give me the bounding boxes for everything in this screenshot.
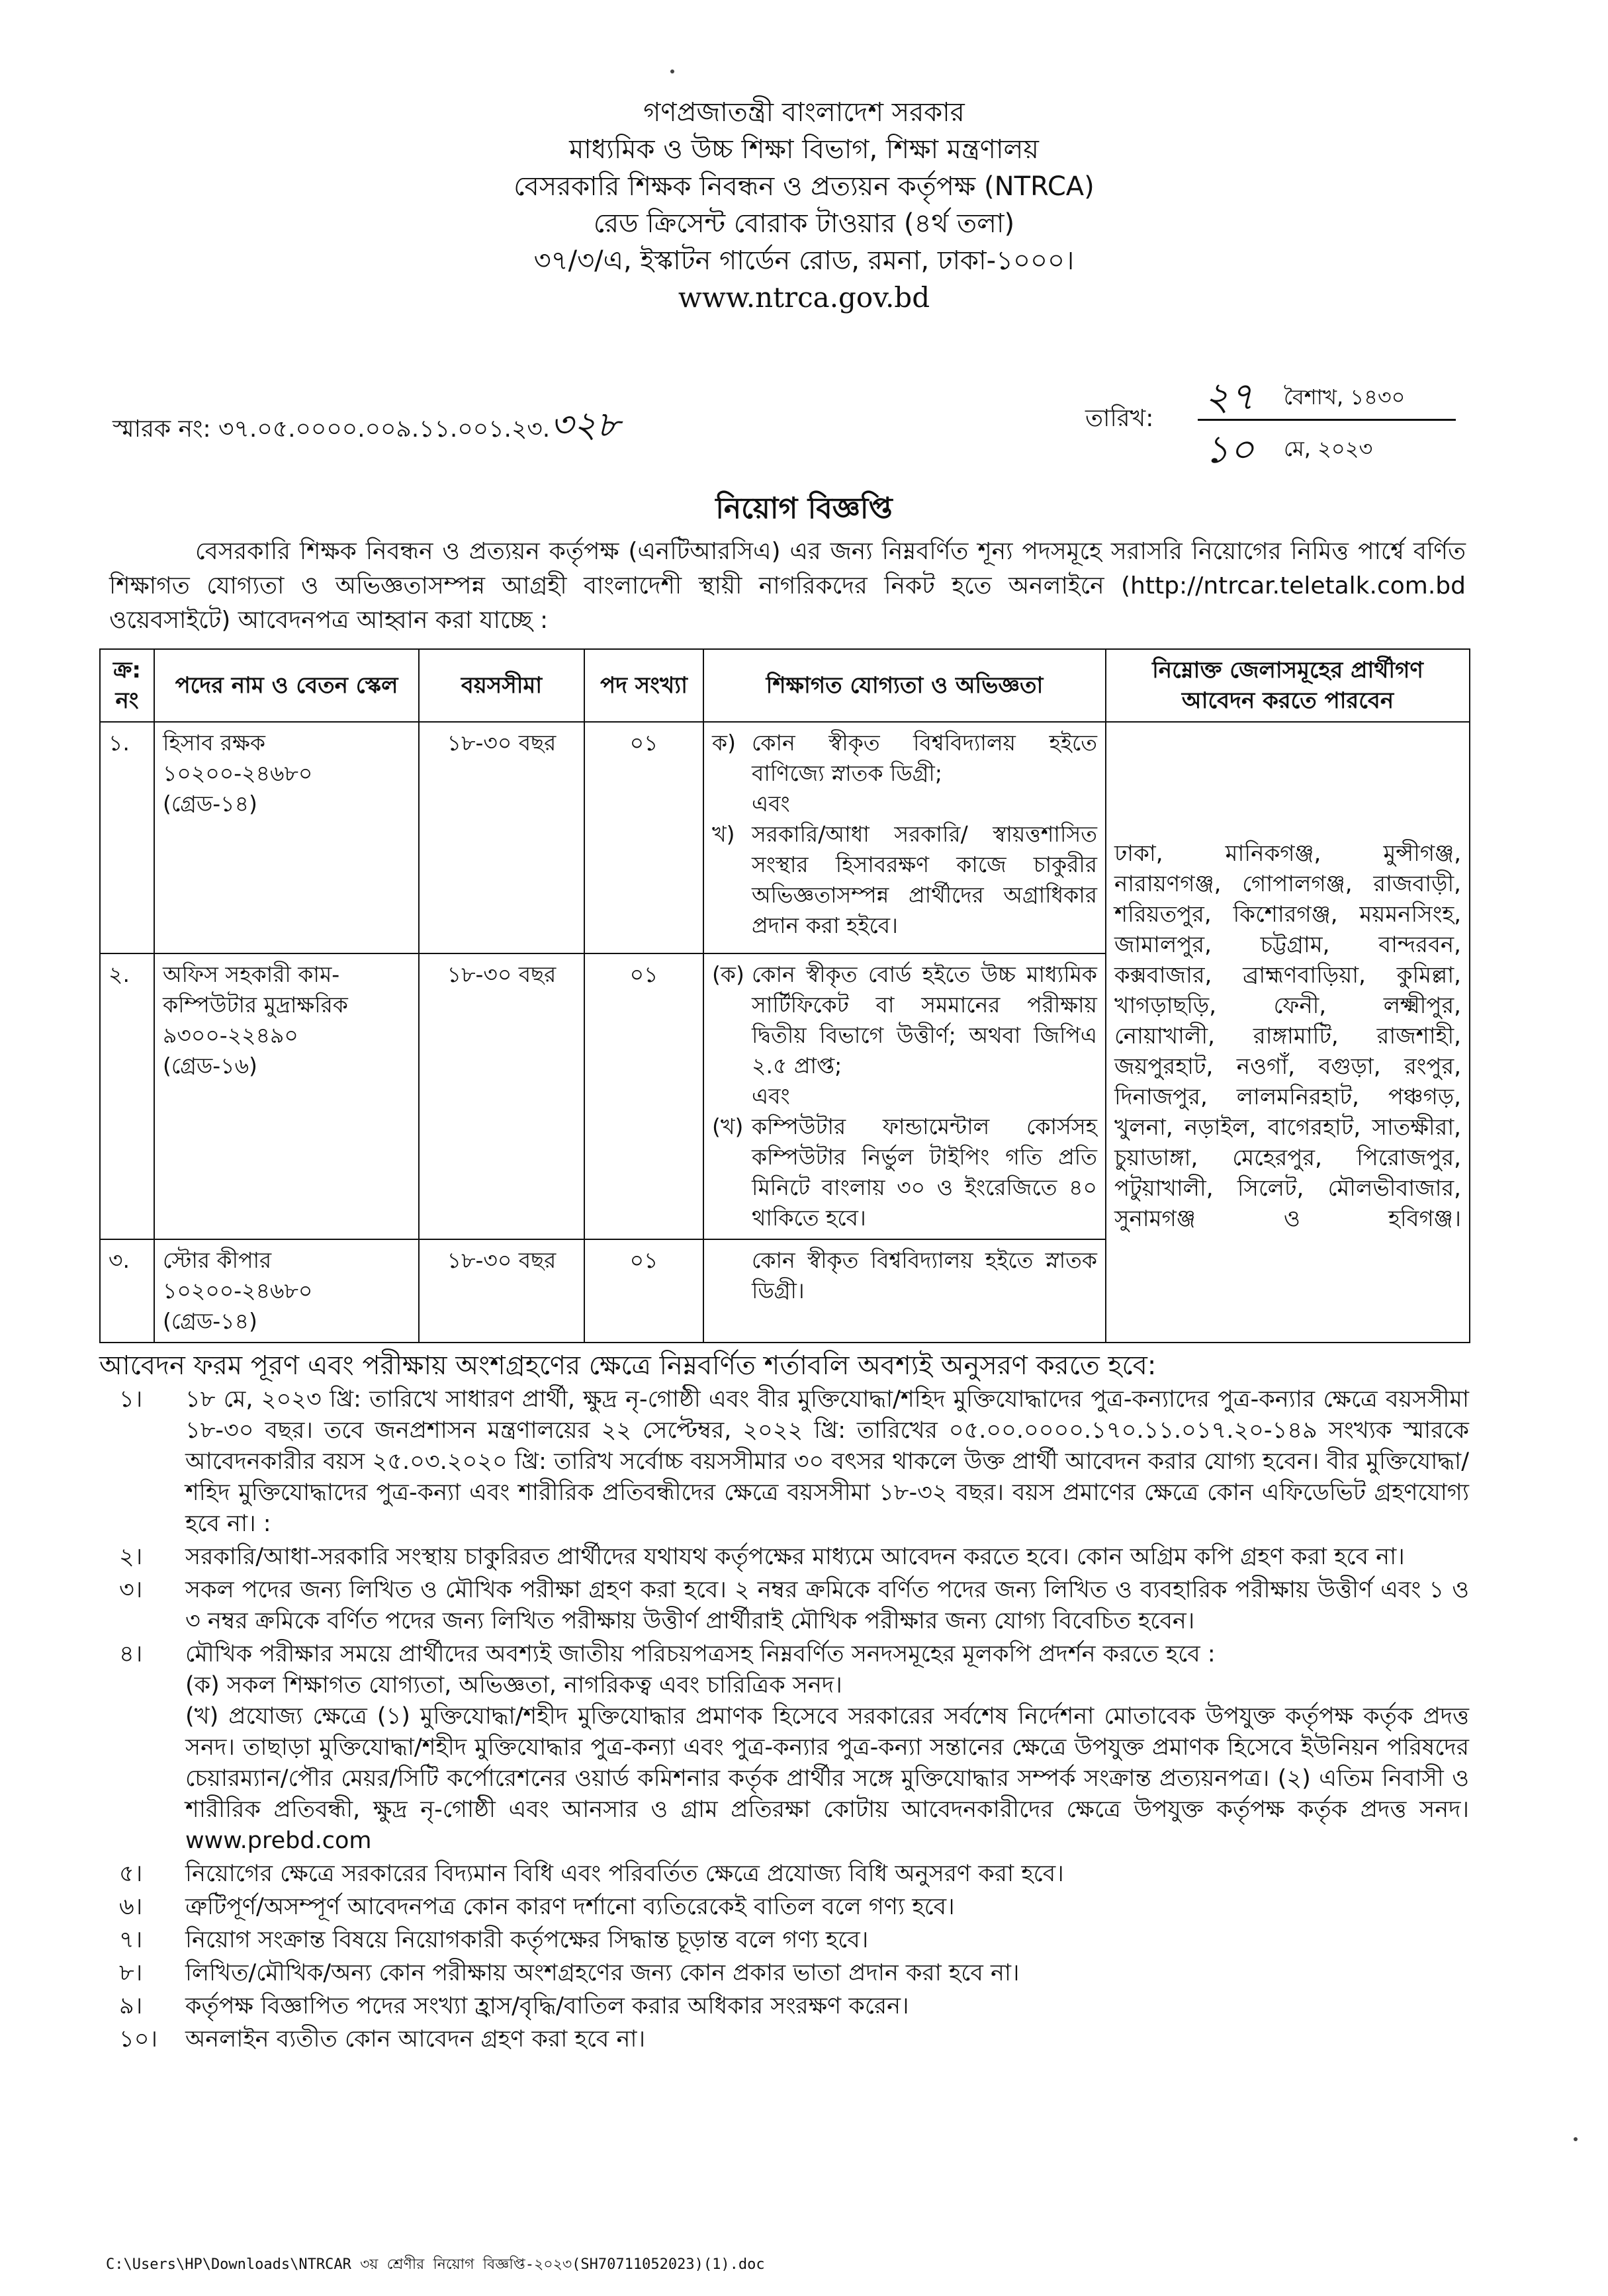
english-month-year: মে, ২০২৩ <box>1284 436 1373 461</box>
serial-cell: ৩. <box>100 1239 154 1343</box>
list-item <box>99 1958 1469 1989</box>
col-count: পদ সংখ্যা <box>584 649 703 722</box>
division-name: মাধ্যমিক ও উচ্চ শিক্ষা বিভাগ, শিক্ষা মন্ত্রণালয় <box>569 134 1039 165</box>
item-text: ১৮ মে, ২০২৩ খ্রি: তারিখে সাধারণ প্রার্থী, ক্ষুদ্র নৃ-গোষ্ঠী এবং বীর মুক্তিযোদ্ধা/শহিদ মুক্তিযোদ্ধাদের পুত্র-কন্যাদের পুত্র-কন্যার ক্ষেত্রে বয়সসীমা ১৮-৩০ বছর। তবে জনপ্রশাসন মন্ত্রণালয়ের ২২ সেপ্টেম্বর, ২০২২ খ্রি: তারিখের ০৫.০০.০০০০.১৭০.১১.০১৭.২০-১৪৯ সংখ্যক স্মারকে আবেদনকারীর বয়স ২৫.০৩.২০২০ খ্রি: তারিখ সর্বোচ্চ বয়সসীমার ৩০ বৎসর থাকলে উক্ত প্রার্থী আবেদন করার যোগ্য হবেন। বীর মুক্তিযোদ্ধা/শহিদ মুক্তিযোদ্ধাদের পুত্র-কন্যা এবং শারীরিক প্রতিবন্ধীদের ক্ষেত্রে বয়সসীমা ১৮-৩২ বছর। বয়স প্রমাণের ক্ষেত্রে কোন এফিডেভিট গ্রহণযোগ্য হবে না। : <box>185 1386 1469 1537</box>
table-row <box>100 722 1470 953</box>
list-item <box>99 2024 1469 2055</box>
qual-text: সরকারি/আধা সরকারি/ স্বায়ত্তশাসিত সংস্থার হিসাবরক্ষণ কাজে চাকুরীর অভিজ্ঞতাসম্পন্ন প্রার্থীদের অগ্রাধিকার প্রদান করা হইবে। <box>752 821 1097 938</box>
english-day: ১০ <box>1204 427 1255 472</box>
file-path-footer: C:\Users\HP\Downloads\NTRCAR ৩য় শ্রেণীর নিয়োগ বিজ্ঞপ্তি-২০২৩(SH70711052023)(1).doc <box>106 2256 765 2273</box>
vacancy-table <box>99 648 1470 1343</box>
item-text: সকল পদের জন্য লিখিত ও মৌখিক পরীক্ষা গ্রহণ করা হবে। ২ নম্বর ক্রমিকে বর্ণিত পদের জন্য লিখিত ও ব্যবহারিক পরীক্ষায় উত্তীর্ণ এবং ১ ও ৩ নম্বর ক্রমিকে বর্ণিত পদের জন্য লিখিত পরীক্ষায় উত্তীর্ণ প্রার্থীরাই মৌখিক পরীক্ষার জন্য যোগ্য বিবেচিত হবেন। <box>185 1577 1469 1634</box>
intro-paragraph: বেসরকারি শিক্ষক নিবন্ধন ও প্রত্যয়ন কর্তৃপক্ষ (এনটিআরসিএ) এর জন্য নিম্নবর্ণিত শূন্য পদসমূহে সরাসরি নিয়োগের নিমিত্ত পার্শ্বে বর্ণিত শিক্ষাগত যোগ্যতা ও অভিজ্ঞতাসম্পন্ন আগ্রহী বাংলাদেশী স্থায়ী নাগরিকদের নিকট হতে অনলাইনে (http://ntrcar.teletalk.com.bd ওয়েবসাইটে) আবেদনপত্র আহ্বান করা যাচ্ছে : <box>109 538 1466 634</box>
item-number: ৬। <box>119 1894 143 1920</box>
districts-cell: ঢাকা, মানিকগঞ্জ, মুন্সীগঞ্জ, নারায়ণগঞ্জ, গোপালগঞ্জ, রাজবাড়ী, শরিয়তপুর, কিশোরগঞ্জ, ময়মনসিংহ, জামালপুর, চট্টগ্রাম, বান্দরবন, কক্সবাজার, ব্রাহ্মণবাড়িয়া, কুমিল্লা, খাগড়াছড়ি, ফেনী, লক্ষ্মীপুর, নোয়াখালী, রাঙ্গামাটি, রাজশাহী, জয়পুরহাট, নওগাঁ, বগুড়া, রংপুর, দিনাজপুর, লালমনিরহাট, পঞ্চগড়, খুলনা, নড়াইল, বাগেরহাট, সাতক্ষীরা, চুয়াডাঙ্গা, মেহেরপুর, পিরোজপুর, পটুয়াখালী, সিলেট, মৌলভীবাজার, সুনামগঞ্জ ও হবিগঞ্জ। <box>1106 722 1470 1343</box>
memo-number <box>112 397 620 457</box>
qual-mark: (ক) <box>712 961 744 987</box>
post-scale: ৯৩০০-২২৪৯০ <box>163 1022 298 1048</box>
col-age: বয়সসীমা <box>419 649 584 722</box>
item-number: ৩। <box>119 1577 143 1603</box>
list-item <box>99 1384 1469 1540</box>
post-scale: ১০২০০-২৪৬৮০ <box>163 1278 313 1303</box>
table-header-row <box>100 649 1470 722</box>
notice-title: নিয়োগ বিজ্ঞপ্তি <box>715 492 893 525</box>
authority-name: বেসরকারি শিক্ষক নিবন্ধন ও প্রত্যয়ন কর্তৃপক্ষ (NTRCA) <box>514 171 1094 202</box>
qual-mark: (খ) <box>712 1114 744 1139</box>
item-number: ১। <box>119 1386 143 1413</box>
govt-name: গণপ্রজাতন্ত্রী বাংলাদেশ সরকার <box>643 97 965 128</box>
item-text: অনলাইন ব্যতীত কোন আবেদন গ্রহণ করা হবে না। <box>185 2026 646 2053</box>
post-name: হিসাব রক্ষক <box>163 730 265 756</box>
website: www.ntrca.gov.bd <box>678 281 930 314</box>
item-number: ২। <box>119 1544 143 1570</box>
post-scale: ১০২০০-২৪৬৮০ (গ্রেড-১৪) <box>163 760 313 817</box>
item-subclause-b: (খ) প্রযোজ্য ক্ষেত্রে (১) মুক্তিযোদ্ধা/শহীদ মুক্তিযোদ্ধার প্রমাণক হিসেবে সরকারের সর্বশেষ নির্দেশনা মোতাবেক উপযুক্ত কর্তৃপক্ষ কর্তৃক প্রদত্ত সনদ। তাছাড়া মুক্তিযোদ্ধা/শহীদ মুক্তিযোদ্ধার পুত্র-কন্যা এবং পুত্র-কন্যার পুত্র-কন্যা সন্তানের ক্ষেত্রে উপযুক্ত প্রমাণক হিসেবে ইউনিয়ন পরিষদের চেয়ারম্যান/পৌর মেয়র/সিটি কর্পোরেশনের ওয়ার্ড কমিশনার কর্তৃক প্রার্থীর সঙ্গে মুক্তিযোদ্ধার সম্পর্ক সংক্রান্ত প্রত্যয়নপত্র। (২) এতিম নিবাসী ও শারীরিক প্রতিবন্ধী, ক্ষুদ্র নৃ-গোষ্ঠী এবং আনসার ও গ্রাম প্রতিরক্ষা কোটায় আবেদনকারীদের ক্ষেত্রে উপযুক্ত কর্তৃপক্ষ কর্তৃক প্রদত্ত সনদ। www.prebd.com <box>185 1703 1469 1854</box>
item-number: ৯। <box>119 1993 143 2019</box>
qualification-cell <box>703 1239 1106 1343</box>
post-cell <box>154 1239 419 1343</box>
serial-cell: ১. <box>100 722 154 953</box>
list-item <box>99 1892 1469 1923</box>
qual-text: কোন স্বীকৃত বিশ্ববিদ্যালয় হইতে বাণিজ্যে স্নাতক ডিগ্রী; <box>752 730 1097 786</box>
col-serial: ক্র: নং <box>100 649 154 722</box>
qual-text: কোন স্বীকৃত বিশ্ববিদ্যালয় হইতে স্নাতক ডিগ্রী। <box>752 1247 1097 1303</box>
post-grade: (গ্রেড-১৬) <box>163 1053 257 1079</box>
item-text-main: মৌখিক পরীক্ষার সময়ে প্রার্থীদের অবশ্যই জাতীয় পরিচয়পত্রসহ নিম্নবর্ণিত সনদসমূহের মূলকপি প্রদর্শন করতে হবে : <box>185 1641 1216 1667</box>
post-grade: (গ্রেড-১৪) <box>163 1308 257 1334</box>
count-cell: ০১ <box>584 953 703 1239</box>
item-number: ১০। <box>119 2026 157 2053</box>
qualification-cell <box>703 722 1106 953</box>
list-item <box>99 1991 1469 2022</box>
item-text <box>185 1639 1469 1857</box>
memo-prefix: স্মারক নং: ৩৭.০৫.০০০০.০০৯.১১.০০১.২৩. <box>112 416 551 443</box>
list-item <box>99 1925 1469 1956</box>
scan-speck <box>1574 2137 1578 2141</box>
list-item <box>99 1575 1469 1637</box>
building-name: রেড ক্রিসেন্ট বোরাক টাওয়ার (৪র্থ তলা) <box>593 208 1015 239</box>
qual-join: এবং <box>752 1083 790 1109</box>
item-text: নিয়োগ সংক্রান্ত বিষয়ে নিয়োগকারী কর্তৃপক্ষের সিদ্ধান্ত চূড়ান্ত বলে গণ্য হবে। <box>185 1927 869 1953</box>
item-number: ৭। <box>119 1927 143 1953</box>
item-text: ত্রুটিপূর্ণ/অসম্পূর্ণ আবেদনপত্র কোন কারণ দর্শানো ব্যতিরেকেই বাতিল বলে গণ্য হবে। <box>185 1894 955 1920</box>
list-item <box>99 1639 1469 1857</box>
col-post: পদের নাম ও বেতন স্কেল <box>154 649 419 722</box>
post-cell <box>154 953 419 1239</box>
item-text: লিখিত/মৌখিক/অন্য কোন পরীক্ষায় অংশগ্রহণের জন্য কোন প্রকার ভাতা প্রদান করা হবে না। <box>185 1960 1020 1986</box>
item-text: নিয়োগের ক্ষেত্রে সরকারের বিদ্যমান বিধি এবং পরিবর্তিত ক্ষেত্রে প্রযোজ্য বিধি অনুসরণ করা হবে। <box>185 1861 1064 1887</box>
item-subclause-a: (ক) সকল শিক্ষাগত যোগ্যতা, অভিজ্ঞতা, নাগরিকত্ব এবং চারিত্রিক সনদ। <box>185 1672 842 1699</box>
col-districts: নিম্নোক্ত জেলাসমূহের প্রার্থীগণ আবেদন করতে পারবেন <box>1106 649 1470 722</box>
qual-text: কোন স্বীকৃত বোর্ড হইতে উচ্চ মাধ্যমিক সার্টিফিকেট বা সমমানের পরীক্ষায় দ্বিতীয় বিভাগে উত্তীর্ণ; অথবা জিপিএ ২.৫ প্রাপ্ত; <box>752 961 1097 1079</box>
post-cell <box>154 722 419 953</box>
item-text: সরকারি/আধা-সরকারি সংস্থায় চাকুরিরত প্রার্থীদের যথাযথ কর্তৃপক্ষের মাধ্যমে আবেদন করতে হবে। কোন অগ্রিম কপি গ্রহণ করা হবে না। <box>185 1544 1405 1570</box>
item-number: ৮। <box>119 1960 143 1986</box>
qualification-cell <box>703 953 1106 1239</box>
age-cell: ১৮-৩০ বছর <box>419 722 584 953</box>
conditions-heading: আবেদন ফরম পূরণ এবং পরীক্ষায় অংশগ্রহণের ক্ষেত্রে নিম্নবর্ণিত শর্তাবলি অবশ্যই অনুসরণ করতে হবে: <box>99 1350 1157 1381</box>
item-number: ৫। <box>119 1861 143 1887</box>
letterhead <box>0 94 1608 316</box>
bangla-month-year: বৈশাখ, ১৪৩০ <box>1284 384 1406 410</box>
date-block <box>1085 367 1456 472</box>
memo-handwritten-number: ৩২৮ <box>550 404 620 445</box>
col-qualification: শিক্ষাগত যোগ্যতা ও অভিজ্ঞতা <box>703 649 1106 722</box>
post-name: স্টোর কীপার <box>163 1247 272 1273</box>
age-cell: ১৮-৩০ বছর <box>419 953 584 1239</box>
post-name: অফিস সহকারী কাম-কম্পিউটার মুদ্রাক্ষরিক <box>163 961 348 1018</box>
count-cell: ০১ <box>584 1239 703 1343</box>
list-item <box>99 1859 1469 1890</box>
serial-cell: ২. <box>100 953 154 1239</box>
count-cell: ০১ <box>584 722 703 953</box>
date-label: তারিখ: <box>1085 405 1154 432</box>
age-cell: ১৮-৩০ বছর <box>419 1239 584 1343</box>
list-item <box>99 1542 1469 1573</box>
qual-join: এবং <box>752 791 790 817</box>
qual-mark: খ) <box>712 821 735 847</box>
scan-speck <box>670 69 674 73</box>
address: ৩৭/৩/এ, ইস্কাটন গার্ডেন রোড, রমনা, ঢাকা-১০০০। <box>533 245 1075 276</box>
qual-mark: ক) <box>712 730 736 756</box>
item-text: কর্তৃপক্ষ বিজ্ঞাপিত পদের সংখ্যা হ্রাস/বৃদ্ধি/বাতিল করার অধিকার সংরক্ষণ করেন। <box>185 1993 909 2019</box>
item-number: ৪। <box>119 1641 143 1667</box>
qual-text: কম্পিউটার ফান্ডামেন্টাল কোর্সসহ কম্পিউটার নির্ভুল টাইপিং গতি প্রতি মিনিটে বাংলায় ৩০ ও ইংরেজিতে ৪০ থাকিতে হবে। <box>752 1114 1097 1231</box>
bangla-day: ২৭ <box>1204 374 1255 419</box>
conditions-list <box>99 1384 1469 2057</box>
